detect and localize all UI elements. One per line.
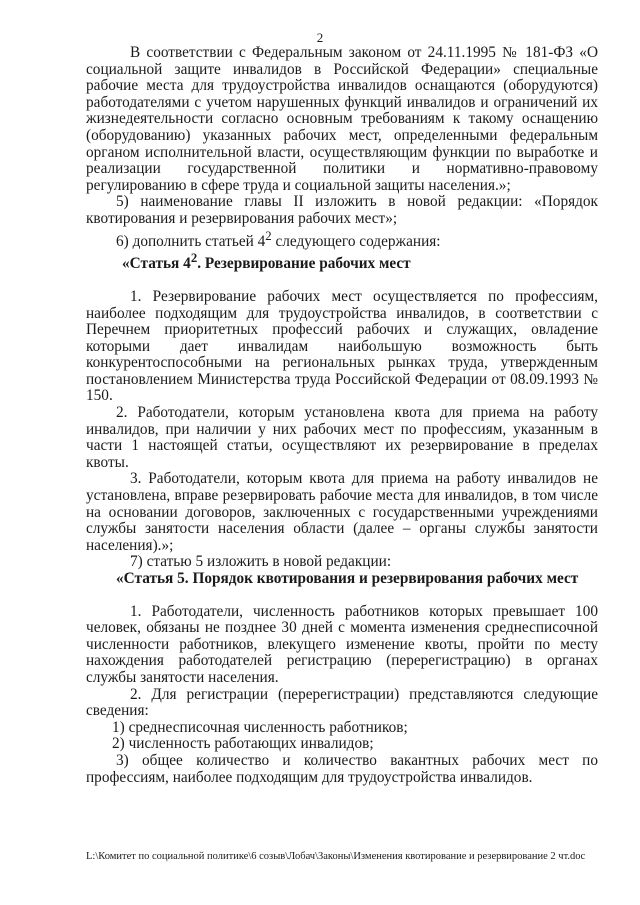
page-number: 2 [316,30,324,45]
heading-article-5: «Статья 5. Порядок квотирования и резервирования рабочих мест [116,570,579,587]
spacer [86,588,598,604]
list-item-1: 1) среднесписочная численность работников; [112,718,408,736]
item-6-text-end: следующего содержания: [271,232,441,250]
paragraph-reservation-2: 2. Работодатели, которым установлена квота для приема на работу инвалидов, при наличии у них рабочих мест по профессиям, указанным в части 1 настоящей статьи, осуществляют их резервирование в пределах квоты. [86,404,598,471]
paragraph-reservation-3: 3. Работодатели, которым квота для приема на работу инвалидов не установлена, вправе резервировать рабочие места для инвалидов, в том числе на основании договоров, заключенных с государственными учреждениями службы занятости населения области (далее – органы службы занятости населения).»; [86,470,598,554]
paragraph-quota-2: 2. Для регистрации (перерегистрации) представляются следующие сведения: [86,685,598,720]
heading-superscript: 2 [190,251,198,266]
paragraph-item-6 [86,228,598,251]
heading-text-end: . Резервирование рабочих мест [197,255,411,273]
spacer [86,273,598,289]
document-body [86,45,598,786]
paragraph-quota-1: 1. Работодатели, численность работников которых превышает 100 человек, обязаны не позднее 30 дней с момента изменения среднесписочной численности работников, влекущего изменение квоты, пройти по месту нахождения работодателей регистрацию (перерегистрацию) в органах службы занятости населения. [86,602,598,686]
paragraph-item-5: 5) наименование главы II изложить в новой редакции: «Порядок квотирования и резервирования рабочих мест»; [86,193,598,227]
list-item-3: 3) общее количество и количество вакантных рабочих мест по профессиям, наиболее подходящим для трудоустройства инвалидов. [86,751,598,786]
item-6-text: 6) дополнить статьей 4 [116,232,266,250]
heading-article-4-2 [122,250,598,273]
item-6-superscript: 2 [265,228,272,243]
list-item-2: 2) численность работающих инвалидов; [112,735,374,753]
paragraph-federal-law: В соответствии с Федеральным законом от 24.11.1995 № 181-ФЗ «О социальной защите инвалидов в Российской Федерации» специальные рабочие места для трудоустройства инвалидов оснащаются (оборудуются) работодателями с учетом нарушенных функций инвалидов и ограничений их жизнедеятельности согласно основным требованиям к такому оснащению (оборудованию) указанных рабочих мест, определенными федеральным органом исполнительной власти, осуществляющим функции по выработке и реализации государственной политики и нормативно-правовому регулированию в сфере труда и социальной защиты населения.»; [86,44,598,194]
file-path-footer: L:\Комитет по социальной политике\6 созыв\Лобач\Законы\Изменения квотирование и резервирование 2 чт.doc [86,851,586,862]
paragraph-reservation-1: 1. Резервирование рабочих мест осуществляется по профессиям, наиболее подходящим для трудоустройства инвалидов, в соответствии с Перечнем приоритетных профессий рабочих и служащих, овладение которыми дает инвалидам наибольшую возможность быть конкурентоспособными на региональных рынках труда, утвержденным постановлением Министерства труда Российской Федерации от 08.09.1993 № 150. [86,287,598,405]
paragraph-item-7: 7) статью 5 изложить в новой редакции: [130,553,392,571]
heading-text: «Статья 4 [122,255,191,273]
